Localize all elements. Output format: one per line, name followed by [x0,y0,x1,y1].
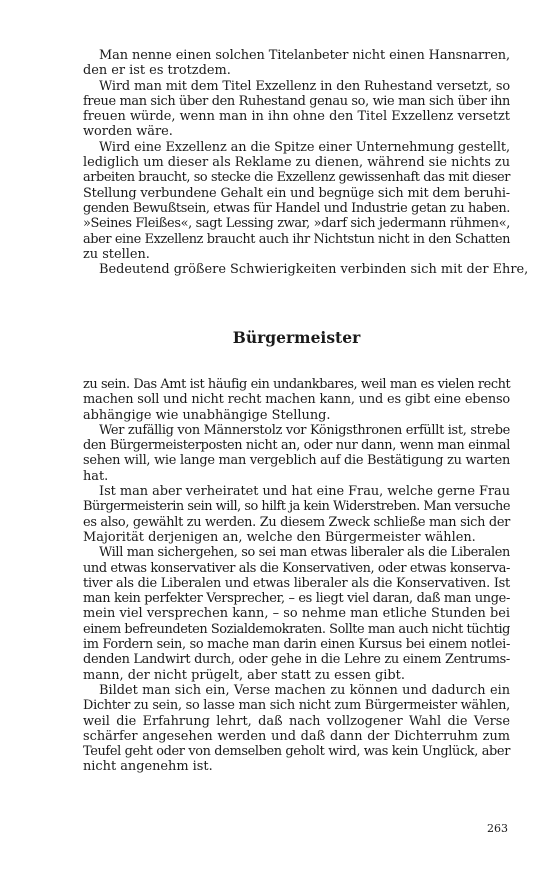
text-line: zu stellen. [83,246,150,262]
text-line: genden Bewußtsein, etwas für Handel und Industrie getan zu haben. [83,200,510,216]
text-line: Majorität derjenigen an, welche den Bürgermeister wählen. [83,529,476,545]
text-line: Wird man mit dem Titel Exzellenz in den Ruhestand versetzt, so [99,78,510,94]
paragraph [83,377,510,423]
text-line: mann, der nicht prügelt, aber statt zu essen gibt. [83,667,405,683]
text-line: und etwas konservativer als die Konservativen, oder etwas konserva- [83,560,510,576]
text-line: einem befreundeten Sozialdemokraten. Sollte man auch nicht tüchtig [83,621,510,637]
text-line: Bedeutend größere Schwierigkeiten verbinden sich mit der Ehre, [99,262,529,278]
text-line: Wer zufällig von Männerstolz vor Königsthronen erfüllt ist, strebe [99,422,510,438]
paragraph [83,423,510,484]
text-line: Dichter zu sein, so lasse man sich nicht zum Bürgermeister wählen, [83,698,510,714]
text-line: Bildet man sich ein, Verse machen zu können und dadurch ein [99,682,510,698]
text-line: Teufel geht oder von demselben geholt wird, was kein Unglück, aber [83,744,510,760]
text-line: denden Landwirt durch, oder gehe in die Lehre zu einem Zentrums- [83,652,510,668]
text-line: im Fordern sein, so mache man darin einen Kursus bei einem notlei- [83,637,510,653]
text-line: Ist man aber verheiratet und hat eine Frau, welche gerne Frau [99,484,510,500]
text-line: freuen würde, wenn man in ihn ohne den Titel Exzellenz versetzt [83,109,510,125]
paragraph [83,79,510,140]
text-line: »Seines Fleißes«, sagt Lessing zwar, »darf sich jedermann rühmen«, [83,216,510,232]
text-line: worden wäre. [83,124,173,140]
paragraph [83,683,510,775]
text-line: Wird eine Exzellenz an die Spitze einer Unternehmung gestellt, [99,139,510,155]
text-line: mein viel versprechen kann, – so nehme man etliche Stunden bei [83,606,510,622]
text-line: Will man sichergehen, so sei man etwas liberaler als die Liberalen [99,545,510,561]
text-line: machen soll und nicht recht machen kann, und es gibt eine ebenso [83,392,510,408]
text-line: lediglich um dieser als Reklame zu dienen, während sie nichts zu [83,155,510,171]
text-line: freue man sich über den Ruhestand genau so, wie man sich über ihn [83,93,510,109]
text-line: schärfer angesehen werden und daß dann der Dichterruhm zum [83,728,510,744]
text-line: aber eine Exzellenz braucht auch ihr Nichtstun nicht in den Schatten [83,231,511,247]
section-heading: Bürgermeister [232,328,361,347]
paragraph [83,545,510,683]
text-line: Stellung verbundene Gehalt ein und begnüge sich mit dem beruhi- [83,185,510,201]
text-line: Bürgermeisterin sein will, so hilft ja kein Widerstreben. Man versuche [83,499,510,515]
text-line: nicht angenehm ist. [83,759,213,775]
text-block-main [83,377,510,775]
text-line: man kein perfekter Versprecher, – es liegt viel daran, daß man unge- [83,591,510,607]
text-line: arbeiten braucht, so stecke die Exzellenz gewissenhaft das mit dieser [83,170,510,186]
paragraph [83,262,529,278]
text-line: sehen will, wie lange man vergeblich auf die Bestätigung zu warten [83,453,510,469]
paragraph [83,484,510,545]
text-block-top [83,48,529,278]
text-line: hat. [83,468,109,484]
text-line: es also, gewählt zu werden. Zu diesem Zweck schließe man sich der [83,514,510,530]
page-number: 263 [487,822,508,835]
text-line: den er ist es trotzdem. [83,63,231,79]
paragraph [83,140,510,262]
text-line: Man nenne einen solchen Titelanbeter nicht einen Hansnarren, [99,48,510,63]
text-line: weil die Erfahrung lehrt, daß nach vollzogener Wahl die Verse [83,713,510,729]
text-line: tiver als die Liberalen und etwas liberaler als die Konservativen. Ist [83,575,510,591]
text-line: abhängige wie unabhängige Stellung. [83,407,331,423]
paragraph [83,48,510,79]
text-line: den Bürgermeisterposten nicht an, oder nur dann, wenn man einmal [83,438,510,454]
text-line: zu sein. Das Amt ist häufig ein undankbares, weil man es vielen recht [83,377,511,392]
